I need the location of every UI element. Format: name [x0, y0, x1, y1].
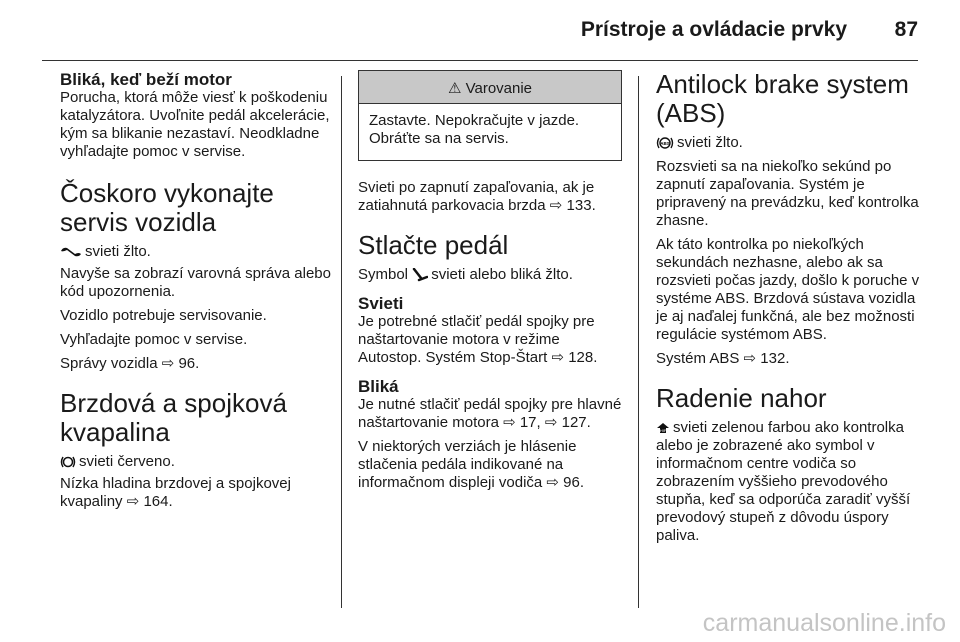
- page-reference[interactable]: 127.: [561, 414, 591, 431]
- subsection-heading: Svieti: [358, 294, 404, 313]
- indicator-text: svieti červeno.: [79, 453, 175, 470]
- reference-arrow-icon: ⇨: [503, 414, 516, 431]
- column-divider: [341, 76, 342, 608]
- paragraph: [358, 396, 622, 432]
- paragraph: [656, 350, 920, 368]
- page-reference[interactable]: 128.: [568, 349, 598, 366]
- paragraph: [358, 179, 622, 215]
- paragraph: [358, 438, 622, 492]
- paragraph: [656, 419, 920, 545]
- page-reference[interactable]: 96.: [563, 474, 585, 491]
- watermark: carmanualsonline.info: [702, 609, 946, 637]
- reference-arrow-icon: ⇨: [549, 197, 563, 214]
- section-heading: Antilock brake system (ABS): [656, 69, 909, 128]
- paragraph: Rozsvieti sa na niekoľko sekúnd po zapnutí zapaľovania. Systém je pripravený na prevádzku, keď kontrolka zhasne.: [656, 158, 919, 229]
- page-reference[interactable]: 133.: [566, 197, 596, 214]
- indicator-line: [60, 453, 332, 471]
- header-rule: [42, 60, 918, 61]
- paragraph: [60, 355, 332, 373]
- warning-title: Varovanie: [465, 80, 533, 97]
- page-reference[interactable]: 96.: [178, 355, 200, 372]
- paragraph: Ak táto kontrolka po niekoľkých sekundách nezhasne, alebo ak sa rozsvieti počas jazdy, došlo k poruche v systéme ABS. Brzdová sústava vozidla je aj naďalej funkčná, ale bez možnosti regulácie systémom ABS.: [656, 236, 920, 343]
- warning-text: Zastavte. Nepokračujte v jazde. Obráťte sa na servis.: [369, 112, 580, 147]
- paragraph: [60, 475, 332, 511]
- indicator-line: [60, 243, 332, 261]
- page-reference[interactable]: 164.: [143, 493, 173, 510]
- upshift-arrow-icon: [656, 422, 670, 434]
- paragraph: Porucha, ktorá môže viesť k poškodeniu katalyzátora. Uvoľnite pedál akcelerácie, kým sa blikanie nezastaví. Neodkladne vyhľadajte pomoc v servise.: [60, 89, 330, 160]
- warning-header: [359, 71, 621, 104]
- paragraph-text: Nízka hladina brzdovej a spojkovej kvapaliny: [60, 475, 291, 510]
- abs-warning-icon: [656, 136, 674, 150]
- indicator-prefix: Symbol: [358, 266, 409, 283]
- reference-arrow-icon: ⇨: [161, 355, 175, 372]
- brake-warning-icon: [60, 455, 76, 469]
- paragraph: Vyhľadajte pomoc v servise.: [60, 331, 248, 348]
- column-divider: [638, 76, 639, 608]
- paragraph-text: Je nutné stlačiť pedál spojky pre hlavné naštartovanie motora: [358, 396, 622, 431]
- page-number: 87: [894, 18, 918, 41]
- section-heading: Radenie nahor: [656, 383, 827, 413]
- svg-text:SHIFT: SHIFT: [657, 428, 669, 434]
- column-middle: [358, 70, 622, 492]
- page-reference[interactable]: 17,: [519, 414, 541, 431]
- reference-arrow-icon: ⇨: [544, 414, 558, 431]
- header-title: Prístroje a ovládacie prvky: [580, 18, 847, 41]
- section-heading: Bliká, keď beží motor: [60, 70, 232, 89]
- indicator-line: [358, 266, 622, 284]
- warning-box: [358, 70, 622, 161]
- indicator-text: svieti žlto.: [677, 134, 743, 151]
- clutch-pedal-icon: [412, 268, 428, 282]
- reference-arrow-icon: ⇨: [743, 350, 757, 367]
- paragraph-text: V niektorých verziách je hlásenie stlačenia pedála indikované na informačnom displeji vodiča: [358, 438, 577, 491]
- page-reference[interactable]: 132.: [760, 350, 790, 367]
- subsection-heading: Bliká: [358, 377, 399, 396]
- section-heading: Brzdová a spojková kvapalina: [60, 388, 287, 447]
- paragraph-text: Správy vozidla: [60, 355, 158, 372]
- section-heading: Stlačte pedál: [358, 230, 509, 260]
- reference-arrow-icon: ⇨: [551, 349, 565, 366]
- indicator-text: svieti alebo bliká žlto.: [431, 266, 573, 283]
- paragraph: Navyše sa zobrazí varovná správa alebo kód upozornenia.: [60, 265, 331, 300]
- paragraph: Vozidlo potrebuje servisovanie.: [60, 307, 267, 324]
- paragraph-text: Systém ABS: [656, 350, 740, 367]
- column-right: [656, 70, 920, 545]
- indicator-line: [656, 134, 920, 152]
- paragraph: [358, 313, 622, 367]
- paragraph-text: Je potrebné stlačiť pedál spojky pre naštartovanie motora v režime Autostop. Systém Stop-Štart: [358, 313, 595, 366]
- column-left: [60, 70, 332, 511]
- reference-arrow-icon: ⇨: [546, 474, 559, 491]
- paragraph-text: Svieti po zapnutí zapaľovania, ak je zatiahnutá parkovacia brzda: [358, 179, 595, 214]
- warning-triangle-icon: ⚠: [447, 80, 462, 97]
- service-wrench-icon: [60, 246, 82, 258]
- svg-text:ABS: ABS: [660, 141, 670, 147]
- reference-arrow-icon: ⇨: [126, 493, 140, 510]
- indicator-text: svieti žlto.: [85, 243, 151, 260]
- paragraph-text: svieti zelenou farbou ako kontrolka alebo je zobrazené ako symbol v informačnom centre vodiča so zobrazením vyššieho prevodového stupňa, keď sa odporúča zaradiť vyšší prevodový stupeň z dôvodu úspory paliva.: [656, 419, 911, 544]
- section-heading: Čoskoro vykonajte servis vozidla: [60, 178, 274, 237]
